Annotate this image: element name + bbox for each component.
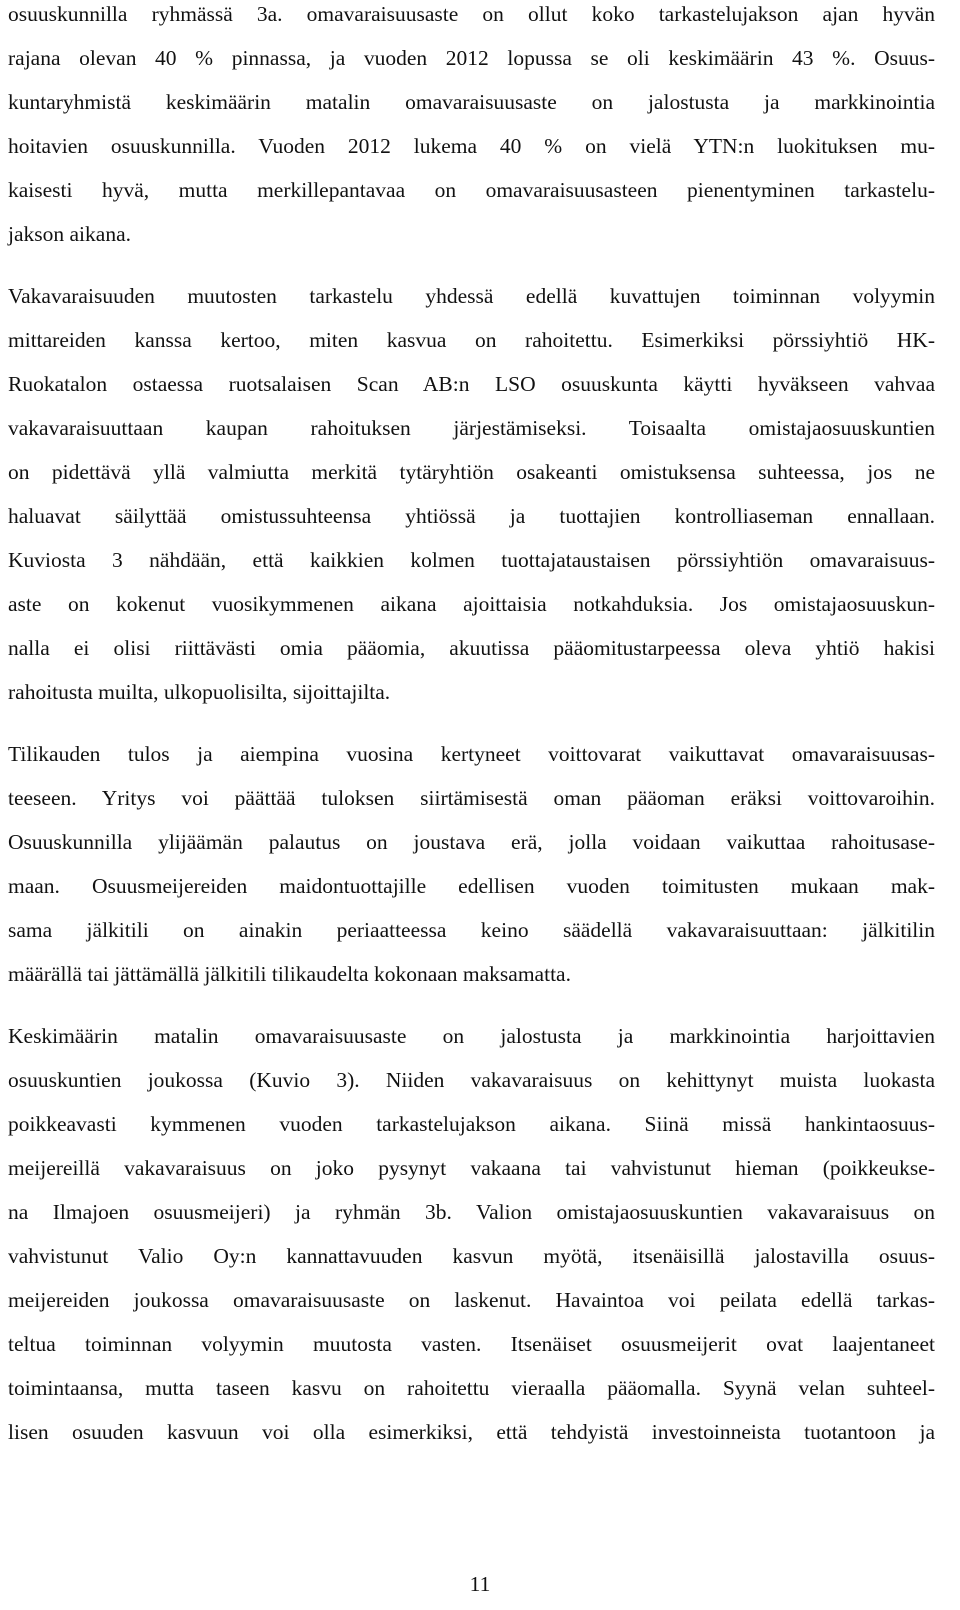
text-line: lisen osuuden kasvuun voi olla esimerkiksi, että tehdyistä investoinneista tuotantoon ja [8,1420,935,1444]
page-number: 11 [469,1572,491,1596]
text-line: osuuskunnilla ryhmässä 3a. omavaraisuusaste on ollut koko tarkastelujakson ajan hyvän [8,2,935,26]
text-line: aste on kokenut vuosikymmenen aikana ajoittaisia notkahduksia. Jos omistajaosuuskun- [8,592,935,616]
text-line: kaisesti hyvä, mutta merkillepantavaa on omavaraisuusasteen pienentyminen tarkastelu- [8,178,935,202]
text-line: Osuuskunnilla ylijäämän palautus on joustava erä, jolla voidaan vaikuttaa rahoitusase- [8,830,935,854]
text-line: sama jälkitili on ainakin periaatteessa keino säädellä vakavaraisuuttaan: jälkitilin [8,918,935,942]
text-line: Kuviosta 3 nähdään, että kaikkien kolmen tuottajataustaisen pörssiyhtiön omavaraisuus- [8,548,935,572]
text-line: Vakavaraisuuden muutosten tarkastelu yhdessä edellä kuvattujen toiminnan volyymin [8,284,935,308]
text-line: kuntaryhmistä keskimäärin matalin omavaraisuusaste on jalostusta ja markkinointia [8,90,935,114]
text-line: toimintaansa, mutta taseen kasvu on rahoitettu vieraalla pääomalla. Syynä velan suhteel- [8,1376,935,1400]
text-line: Ruokatalon ostaessa ruotsalaisen Scan AB:n LSO osuuskunta käytti hyväkseen vahvaa [8,372,935,396]
text-line: Keskimäärin matalin omavaraisuusaste on jalostusta ja markkinointia harjoittavien [8,1024,935,1048]
text-line: mittareiden kanssa kertoo, miten kasvua on rahoitettu. Esimerkiksi pörssiyhtiö HK- [8,328,935,352]
text-line: maan. Osuusmeijereiden maidontuottajille edellisen vuoden toimitusten mukaan mak- [8,874,935,898]
text-line: Tilikauden tulos ja aiempina vuosina kertyneet voittovarat vaikuttavat omavaraisuusas- [8,742,935,766]
text-line: meijereillä vakavaraisuus on joko pysynyt vakaana tai vahvistunut hieman (poikkeukse- [8,1156,935,1180]
text-line: määrällä tai jättämällä jälkitili tilikaudelta kokonaan maksamatta. [8,962,571,986]
text-line: jakson aikana. [8,222,131,246]
text-line: na Ilmajoen osuusmeijeri) ja ryhmän 3b. Valion omistajaosuuskuntien vakavaraisuus on [8,1200,935,1224]
text-line: teeseen. Yritys voi päättää tuloksen siirtämisestä oman pääoman eräksi voittovaroihin. [8,786,935,810]
text-line: osuuskuntien joukossa (Kuvio 3). Niiden vakavaraisuus on kehittynyt muista luokasta [8,1068,935,1092]
text-line: haluavat säilyttää omistussuhteensa yhtiössä ja tuottajien kontrolliaseman ennallaan. [8,504,935,528]
text-line: vahvistunut Valio Oy:n kannattavuuden kasvun myötä, itsenäisillä jalostavilla osuus- [8,1244,935,1268]
text-line: teltua toiminnan volyymin muutosta vasten. Itsenäiset osuusmeijerit ovat laajentaneet [8,1332,935,1356]
text-line: vakavaraisuuttaan kaupan rahoituksen järjestämiseksi. Toisaalta omistajaosuuskuntien [8,416,935,440]
text-line: meijereiden joukossa omavaraisuusaste on laskenut. Havaintoa voi peilata edellä tarkas- [8,1288,935,1312]
text-line: hoitavien osuuskunnilla. Vuoden 2012 lukema 40 % on vielä YTN:n luokituksen mu- [8,134,935,158]
text-line: poikkeavasti kymmenen vuoden tarkastelujakson aikana. Siinä missä hankintaosuus- [8,1112,935,1136]
text-line: rajana olevan 40 % pinnassa, ja vuoden 2012 lopussa se oli keskimäärin 43 %. Osuus- [8,46,935,70]
text-line: nalla ei olisi riittävästi omia pääomia, akuutissa pääomitustarpeessa oleva yhtiö hakisi [8,636,935,660]
text-line: rahoitusta muilta, ulkopuolisilta, sijoittajilta. [8,680,391,704]
text-line: on pidettävä yllä valmiutta merkitä tytäryhtiön osakeanti omistuksensa suhteessa, jos ne [8,460,935,484]
